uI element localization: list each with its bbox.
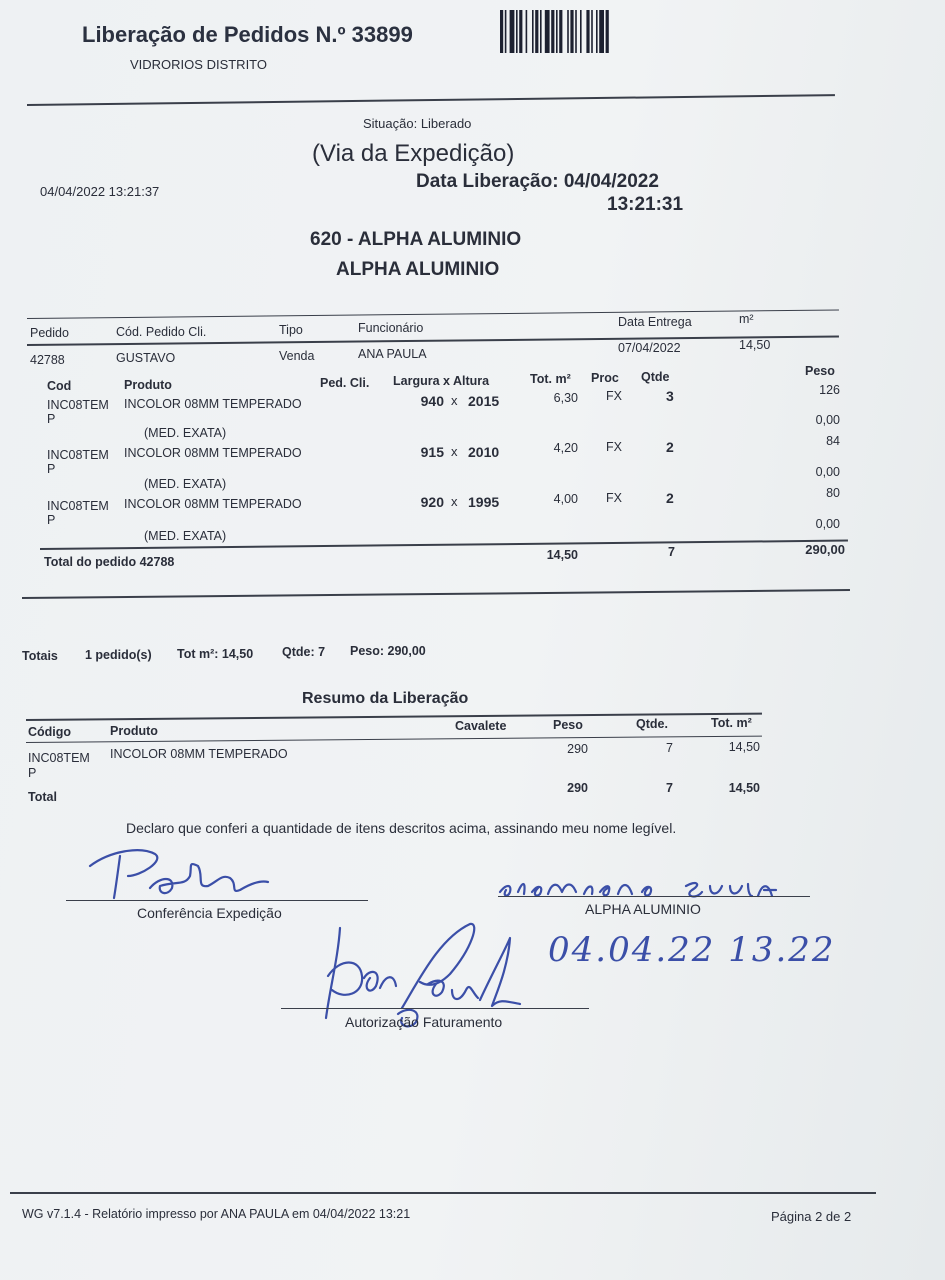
situacao-text: Situação: Liberado	[363, 116, 472, 131]
label-conferencia: Conferência Expedição	[137, 905, 282, 921]
barcode-icon	[500, 10, 642, 53]
line-conferencia	[66, 900, 368, 901]
item-largura: 915	[420, 444, 444, 460]
item-peso: 84	[826, 434, 840, 448]
item-produto: INCOLOR 08MM TEMPERADO	[124, 497, 302, 511]
item-cod: INC08TEM	[47, 499, 109, 513]
item-qtde: 3	[666, 388, 674, 404]
data-liberacao: Data Liberação: 04/04/2022	[416, 171, 659, 192]
cod-pedido-cli-value: GUSTAVO	[116, 351, 176, 365]
item-peso-2: 0,00	[815, 517, 840, 531]
order-total-peso: 290,00	[805, 542, 845, 557]
resumo-cod: INC08TEM	[28, 751, 90, 765]
item-peso: 80	[826, 486, 840, 500]
order-total-label: Total do pedido 42788	[44, 555, 175, 569]
client-line-1: 620 - ALPHA ALUMINIO	[310, 229, 522, 250]
item-proc: FX	[606, 440, 622, 454]
hora-liberacao: 13:21:31	[607, 194, 684, 215]
totais-qtde: Qtde: 7	[282, 645, 326, 659]
label-autorizacao: Autorização Faturamento	[345, 1014, 503, 1030]
company-name: VIDRORIOS DISTRITO	[130, 57, 267, 72]
document-title: Liberação de Pedidos N.º 33899	[82, 22, 413, 47]
item-peso: 126	[819, 383, 840, 397]
line-autorizacao	[281, 1008, 589, 1009]
item-cod-suffix: P	[47, 462, 56, 476]
via-text: (Via da Expedição)	[312, 140, 515, 167]
item-produto: INCOLOR 08MM TEMPERADO	[124, 397, 302, 411]
pedido-label: Pedido	[30, 326, 69, 340]
col-cod: Cod	[47, 379, 72, 393]
resumo-total-label: Total	[28, 790, 57, 804]
m2-value: 14,50	[739, 338, 771, 352]
item-peso-2: 0,00	[815, 413, 840, 427]
resumo-qtde: 7	[666, 741, 673, 755]
item-obs: (MED. EXATA)	[144, 426, 227, 440]
resumo-cod-suffix: P	[28, 766, 37, 780]
item-qtde: 2	[666, 439, 674, 455]
resumo-col-codigo: Código	[28, 725, 72, 739]
data-entrega-label: Data Entrega	[618, 315, 692, 329]
resumo-col-cavalete: Cavalete	[455, 719, 507, 733]
resumo-title: Resumo da Liberação	[302, 690, 469, 707]
resumo-col-peso: Peso	[553, 718, 583, 732]
totais-label: Totais	[22, 649, 58, 663]
col-largura-altura: Largura x Altura	[393, 374, 490, 388]
item-proc: FX	[606, 389, 622, 403]
totais-tot-m2: Tot m²: 14,50	[177, 647, 254, 661]
totais-peso: Peso: 290,00	[350, 644, 426, 658]
tipo-value: Venda	[279, 349, 315, 363]
order-total-m2: 14,50	[546, 548, 578, 562]
item-peso-2: 0,00	[815, 465, 840, 479]
order-total-qtde: 7	[668, 545, 675, 559]
resumo-total-qtde: 7	[666, 781, 673, 795]
resumo-total-peso: 290	[567, 781, 588, 795]
line-cliente	[498, 896, 810, 897]
declaration-text: Declaro que conferi a quantidade de itens descritos acima, assinando meu nome legível.	[126, 820, 677, 836]
footer-left: WG v7.1.4 - Relatório impresso por ANA PAULA em 04/04/2022 13:21	[22, 1207, 411, 1221]
funcionario-label: Funcionário	[358, 321, 424, 335]
print-timestamp: 04/04/2022 13:21:37	[40, 184, 160, 199]
item-altura: 2015	[468, 393, 500, 409]
section-divider	[22, 589, 850, 599]
item-tot-m2: 4,00	[553, 492, 578, 506]
resumo-col-produto: Produto	[110, 724, 158, 738]
signature-conferencia	[80, 836, 280, 906]
item-cod: INC08TEM	[47, 398, 109, 412]
data-entrega-value: 07/04/2022	[618, 341, 681, 355]
tipo-label: Tipo	[279, 323, 303, 337]
footer-page-number: Página 2 de 2	[771, 1209, 852, 1224]
item-altura: 1995	[468, 494, 500, 510]
item-largura: 940	[420, 393, 444, 409]
resumo-col-qtde: Qtde.	[636, 717, 668, 731]
label-cliente: ALPHA ALUMINIO	[585, 901, 701, 917]
col-produto: Produto	[124, 378, 172, 392]
col-proc: Proc	[591, 371, 619, 385]
item-cod-suffix: P	[47, 513, 56, 527]
header-divider	[27, 94, 835, 106]
handwritten-date: 04.04.22 13.22	[548, 930, 836, 970]
item-tot-m2: 6,30	[553, 391, 578, 405]
funcionario-value: ANA PAULA	[358, 347, 427, 361]
item-tot-m2: 4,20	[553, 441, 578, 455]
col-ped-cli: Ped. Cli.	[320, 376, 370, 390]
item-x: x	[451, 444, 458, 459]
pedido-value: 42788	[30, 353, 65, 367]
item-obs: (MED. EXATA)	[144, 529, 227, 543]
order-top-line	[27, 309, 839, 319]
item-cod: INC08TEM	[47, 448, 109, 462]
resumo-produto: INCOLOR 08MM TEMPERADO	[110, 747, 288, 761]
item-proc: FX	[606, 491, 622, 505]
resumo-total-tot-m2: 14,50	[728, 781, 760, 795]
col-tot-m2: Tot. m²	[530, 372, 571, 386]
item-x: x	[451, 393, 458, 408]
col-qtde: Qtde	[641, 370, 670, 384]
item-cod-suffix: P	[47, 412, 56, 426]
item-produto: INCOLOR 08MM TEMPERADO	[124, 446, 302, 460]
col-peso: Peso	[805, 364, 835, 378]
footer-line	[10, 1192, 876, 1194]
item-largura: 920	[420, 494, 444, 510]
cod-pedido-cli-label: Cód. Pedido Cli.	[116, 325, 207, 339]
totais-pedidos: 1 pedido(s)	[85, 648, 152, 662]
item-qtde: 2	[666, 490, 674, 506]
item-x: x	[451, 494, 458, 509]
m2-label: m²	[739, 312, 754, 326]
item-obs: (MED. EXATA)	[144, 477, 227, 491]
resumo-tot-m2: 14,50	[728, 740, 760, 754]
resumo-peso: 290	[567, 742, 588, 756]
item-altura: 2010	[468, 444, 500, 460]
client-line-2: ALPHA ALUMINIO	[336, 259, 500, 280]
resumo-col-tot-m2: Tot. m²	[711, 716, 752, 730]
